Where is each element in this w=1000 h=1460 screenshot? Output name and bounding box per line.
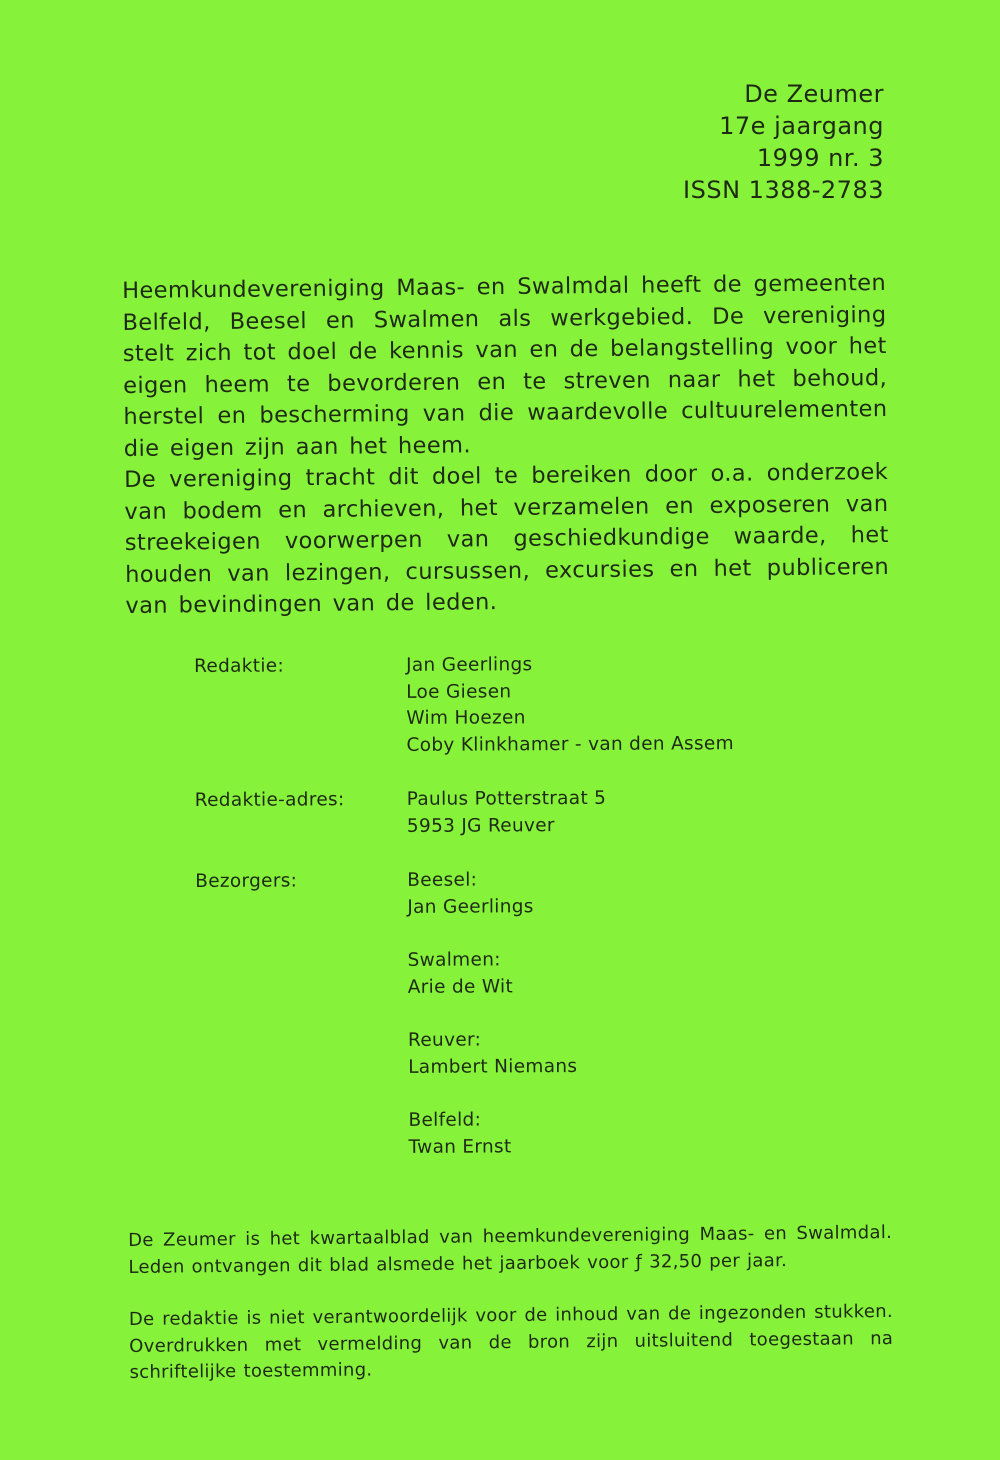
issue-line: 1999 nr. 3 — [756, 144, 884, 172]
deliverers-row — [195, 866, 837, 1162]
deliverer-place: Belfeld: — [408, 1109, 482, 1131]
intro-text — [122, 268, 890, 622]
deliverer-name: Arie de Wit — [407, 975, 514, 998]
editor-name: Jan Geerlings — [406, 654, 533, 676]
footer-paragraph-1: De Zeumer is het kwartaalblad van heemkundevereniging Maas- en Swalmdal. Leden ontvangen dit blad alsmede het jaarboek voor ƒ 32,50 per jaar. — [128, 1221, 893, 1278]
masthead — [683, 78, 884, 206]
issn-line: ISSN 1388-2783 — [683, 176, 884, 204]
address-lines — [407, 785, 835, 840]
deliverer-place: Beesel: — [407, 869, 478, 891]
footer-paragraph-2: De redaktie is niet verantwoordelijk voor de inhoud van de ingezonden stukken. Overdrukken met vermelding van de bron zijn uitsluitend toegestaan na schriftelijke toestemming. — [128, 1300, 894, 1383]
intro-paragraph-2: De vereniging tracht dit doel te bereiken door o.a. onderzoek van bodem en archieven, het verzamelen en exposeren van streekeigen voorwerpen van geschiedkundige waarde, het houden van lezingen, cursussen, excursies en het publiceren van bevindingen van de leden. — [124, 458, 890, 619]
deliverer-entry — [408, 946, 836, 1001]
deliverer-name: Lambert Niemans — [408, 1055, 578, 1078]
deliverers-label: Bezorgers: — [195, 870, 298, 892]
editor-name: Coby Klinkhamer - van den Assem — [406, 732, 734, 756]
deliverer-entry — [408, 1026, 836, 1081]
intro-paragraph-1: Heemkundevereniging Maas- en Swalmdal heeft de gemeenten Belfeld, Beesel en Swalmen als werkgebied. De vereniging stelt zich tot doel de kennis van en de belangstelling voor het eigen heem te bevorderen en te streven naar het behoud, herstel en bescherming van die waardevolle cultuurelementen die eigen zijn aan het heem. — [122, 269, 888, 462]
address-row — [195, 785, 835, 841]
deliverer-name: Jan Geerlings — [407, 895, 534, 918]
deliverer-place: Swalmen: — [407, 949, 501, 971]
address-label: Redaktie-adres: — [194, 789, 345, 811]
address-street: Paulus Potterstraat 5 — [406, 787, 607, 810]
deliverer-entry — [408, 1106, 836, 1161]
editors-label: Redaktie: — [194, 655, 285, 677]
editor-name: Loe Giesen — [406, 680, 512, 703]
credits-block — [194, 651, 837, 1162]
deliverer-name: Twan Ernst — [408, 1135, 512, 1158]
volume-line: 17e jaargang — [719, 112, 884, 140]
deliverer-entry — [407, 866, 835, 921]
editors-row — [194, 651, 835, 760]
deliverer-place: Reuver: — [407, 1029, 482, 1051]
footer-text — [128, 1220, 894, 1386]
editors-list — [406, 651, 835, 759]
publication-title: De Zeumer — [744, 80, 884, 108]
address-postcode: 5953 JG Reuver — [406, 814, 555, 837]
editor-name: Wim Hoezen — [406, 707, 526, 729]
deliverers-list — [407, 866, 837, 1161]
